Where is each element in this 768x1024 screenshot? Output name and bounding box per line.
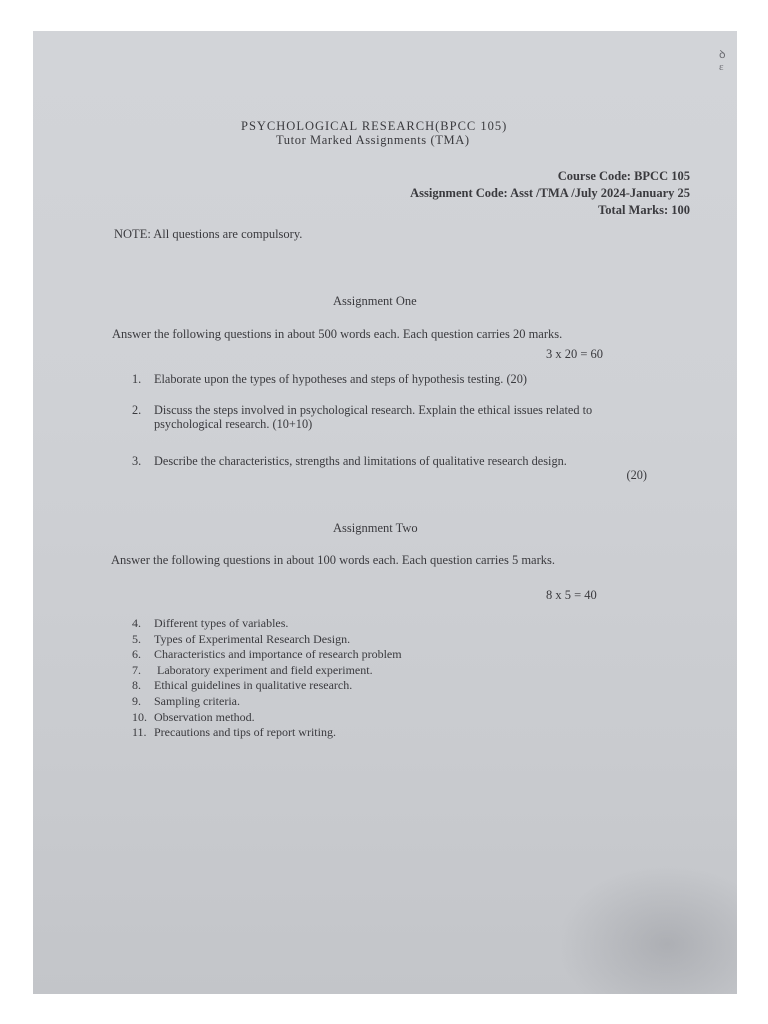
question-number: 9. — [132, 693, 141, 708]
document-subtitle: Tutor Marked Assignments (TMA) — [276, 133, 470, 147]
assignment-two-heading: Assignment Two — [333, 521, 418, 535]
question-text: Different types of variables. — [154, 616, 289, 630]
list-item — [132, 694, 402, 710]
question-text: Discuss the steps involved in psychological research. Explain the ethical issues related to psychological research. (10+10) — [154, 403, 593, 431]
pen-mark: ꝺ ɛ — [719, 49, 726, 73]
list-item — [132, 663, 402, 679]
question-number: 4. — [132, 616, 141, 630]
question-number: 6. — [132, 647, 141, 662]
list-item — [132, 616, 402, 632]
assignment-two-calc: 8 x 5 = 40 — [546, 588, 597, 602]
question-number: 2. — [132, 403, 142, 417]
question-number: 11. — [132, 725, 147, 740]
question-number: 1. — [132, 372, 142, 386]
question-text: Observation method. — [154, 709, 255, 724]
question-number: 7. — [132, 662, 141, 677]
list-item — [132, 632, 402, 648]
assignment-code: Assignment Code: Asst /TMA /July 2024-January 25 — [410, 186, 690, 200]
question-text: Describe the characteristics, strengths and limitations of qualitative research design. — [154, 454, 567, 468]
question-marks: (20) — [626, 468, 647, 482]
note: NOTE: All questions are compulsory. — [114, 227, 303, 241]
course-code: Course Code: BPCC 105 — [557, 169, 690, 183]
question-number: 8. — [132, 678, 141, 693]
question-number: 3. — [132, 454, 142, 468]
document-title: PSYCHOLOGICAL RESEARCH(BPCC 105) — [241, 119, 508, 133]
question-text: Characteristics and importance of research problem — [154, 647, 402, 662]
question-text: Sampling criteria. — [154, 693, 240, 708]
list-item — [132, 647, 402, 663]
question-number: 10. — [132, 709, 147, 724]
assignment-one-heading: Assignment One — [333, 294, 417, 308]
assignment-two-instruction: Answer the following questions in about 100 words each. Each question carries 5 marks. — [111, 553, 555, 567]
assignment-one-instruction: Answer the following questions in about 500 words each. Each question carries 20 marks. — [112, 327, 563, 341]
code-block — [410, 168, 690, 219]
question-number: 5. — [132, 631, 141, 646]
list-item — [132, 678, 402, 694]
list-item — [132, 725, 402, 741]
question-text: Precautions and tips of report writing. — [154, 725, 336, 740]
short-question-list — [132, 616, 402, 741]
question-text: Elaborate upon the types of hypotheses and steps of hypothesis testing. (20) — [154, 372, 527, 386]
question-text: Laboratory experiment and field experiment. — [154, 662, 373, 677]
question-text: Ethical guidelines in qualitative research. — [154, 678, 353, 693]
list-item — [132, 710, 402, 726]
question-text: Types of Experimental Research Design. — [154, 631, 351, 646]
total-marks: Total Marks: 100 — [598, 203, 690, 217]
assignment-one-calc: 3 x 20 = 60 — [546, 347, 604, 361]
paper-shadow — [557, 864, 737, 994]
document-page — [33, 31, 737, 994]
